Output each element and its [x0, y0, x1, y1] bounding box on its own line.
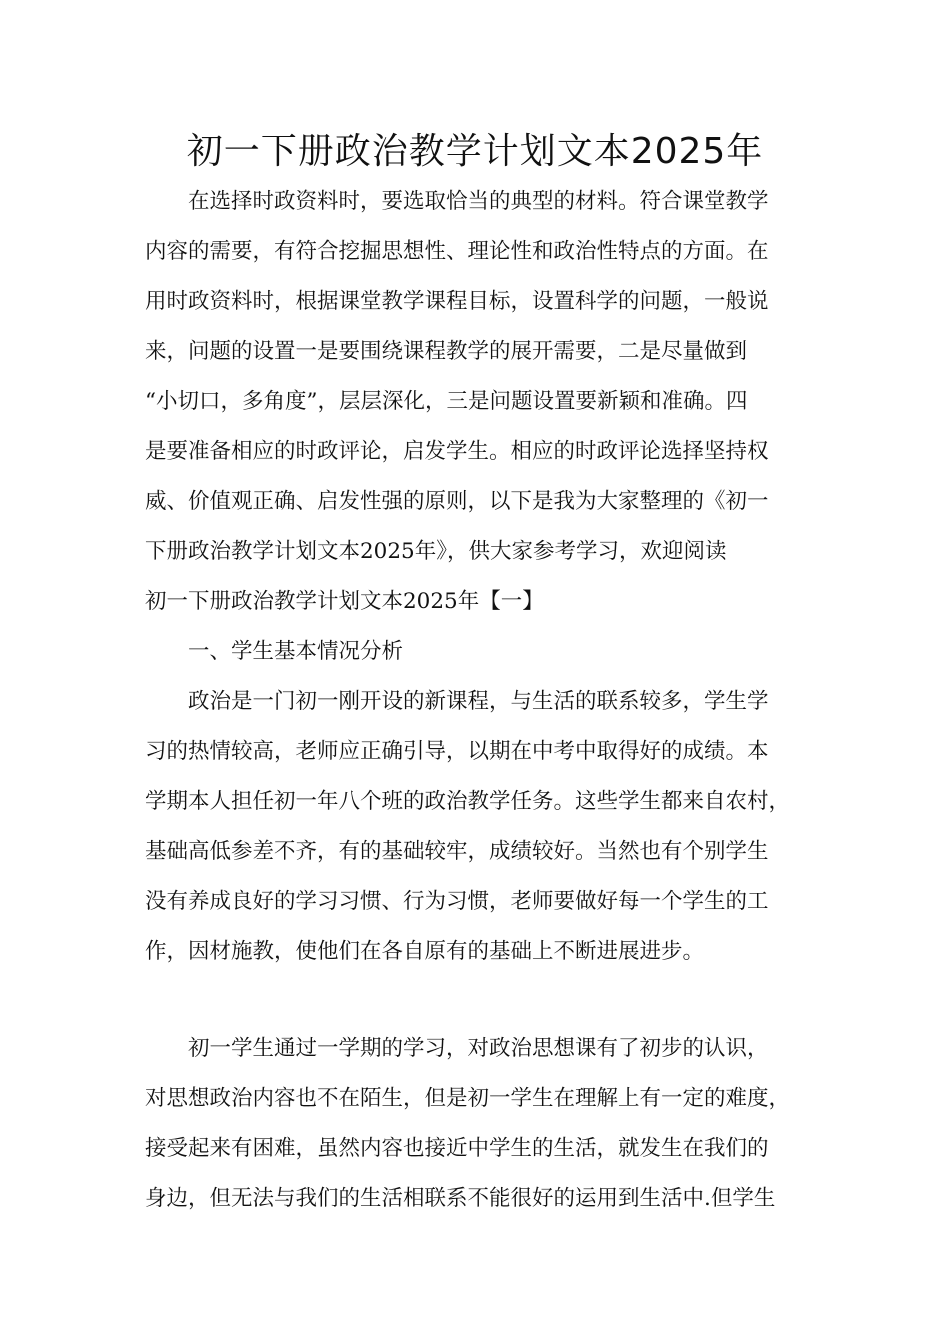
- intro-line: 用时政资料时，根据课堂教学课程目标，设置科学的问题，一般说: [145, 289, 769, 314]
- document-title: 初一下册政治教学计划文本2025年: [186, 131, 764, 172]
- section-heading: 初一下册政治教学计划文本2025年【一】: [145, 589, 544, 614]
- paragraph-line: 接受起来有困难，虽然内容也接近中学生的生活，就发生在我们的: [145, 1136, 769, 1161]
- paragraph-line: 初一学生通过一学期的学习，对政治思想课有了初步的认识，: [188, 1036, 769, 1061]
- paragraph-line: 学期本人担任初一年八个班的政治教学任务。这些学生都来自农村，: [145, 789, 791, 814]
- paragraph-line: 对思想政治内容也不在陌生，但是初一学生在理解上有一定的难度，: [145, 1086, 791, 1111]
- intro-line: 是要准备相应的时政评论，启发学生。相应的时政评论选择坚持权: [145, 439, 769, 464]
- paragraph-line: 政治是一门初一刚开设的新课程，与生活的联系较多，学生学: [188, 689, 769, 714]
- paragraph-line: 身边，但无法与我们的生活相联系不能很好的运用到生活中.但学生: [145, 1186, 776, 1211]
- intro-line: 内容的需要，有符合挖掘思想性、理论性和政治性特点的方面。在: [145, 239, 769, 264]
- paragraph-line: 没有养成良好的学习习惯、行为习惯，老师要做好每一个学生的工: [145, 889, 769, 914]
- intro-line: 下册政治教学计划文本2025年》，供大家参考学习，欢迎阅读: [145, 539, 727, 564]
- paragraph-line: 基础高低参差不齐，有的基础较牢，成绩较好。当然也有个别学生: [145, 839, 769, 864]
- intro-line: 来，问题的设置一是要围绕课程教学的展开需要，二是尽量做到: [145, 339, 748, 364]
- intro-line: 在选择时政资料时，要选取恰当的典型的材料。符合课堂教学: [188, 189, 769, 214]
- paragraph-line: 作，因材施教，使他们在各自原有的基础上不断进展进步。: [145, 939, 705, 964]
- intro-line: 威、价值观正确、启发性强的原则，以下是我为大家整理的《初一: [145, 489, 769, 514]
- sub-heading: 一、学生基本情况分析: [188, 639, 404, 664]
- paragraph-line: 习的热情较高，老师应正确引导，以期在中考中取得好的成绩。本: [145, 739, 769, 764]
- intro-line: “小切口，多角度”，层层深化，三是问题设置要新颖和准确。四: [145, 389, 748, 414]
